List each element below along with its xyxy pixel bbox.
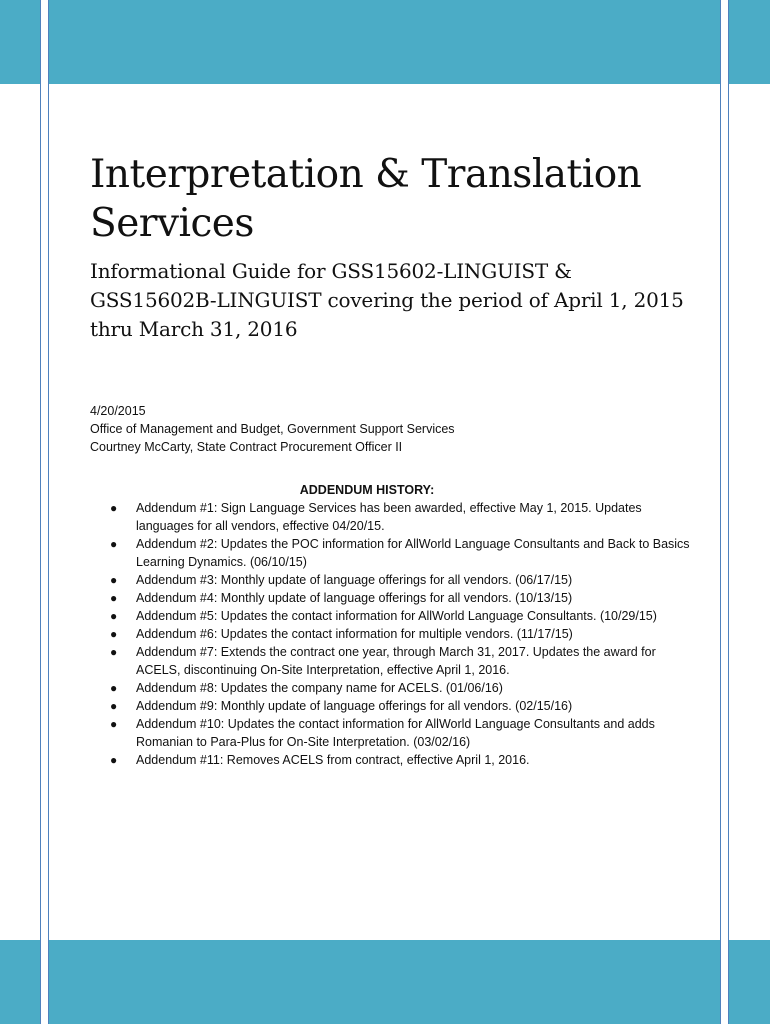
left-inner-rule xyxy=(48,0,49,1024)
list-item xyxy=(90,499,690,535)
list-item xyxy=(90,535,690,571)
list-item xyxy=(90,751,690,769)
list-item xyxy=(90,607,690,625)
list-item xyxy=(90,571,690,589)
left-bottom-color-band xyxy=(0,940,40,1024)
addendum-text: Addendum #7: Extends the contract one year, through March 31, 2017. Updates the award for ACELS, discontinuing On-Site Interpretation, effective April 1, 2016. xyxy=(136,645,656,677)
bullet-icon: ● xyxy=(110,681,118,695)
bullet-icon: ● xyxy=(110,753,118,767)
addendum-text: Addendum #8: Updates the company name for ACELS. (01/06/16) xyxy=(136,681,503,695)
bottom-color-band xyxy=(49,940,720,1024)
document-date: 4/20/2015 xyxy=(90,404,146,418)
addendum-text: Addendum #11: Removes ACELS from contract, effective April 1, 2016. xyxy=(136,753,530,767)
left-top-color-band xyxy=(0,0,40,84)
bullet-icon: ● xyxy=(110,501,118,515)
cover-content xyxy=(90,150,690,769)
right-inner-rule xyxy=(720,0,721,1024)
list-item xyxy=(90,697,690,715)
bullet-icon: ● xyxy=(110,645,118,659)
bullet-icon: ● xyxy=(110,573,118,587)
bullet-icon: ● xyxy=(110,717,118,731)
addendum-text: Addendum #9: Monthly update of language offerings for all vendors. (02/15/16) xyxy=(136,699,573,713)
bullet-icon: ● xyxy=(110,609,118,623)
document-meta xyxy=(90,402,690,456)
addendum-text: Addendum #4: Monthly update of language offerings for all vendors. (10/13/15) xyxy=(136,591,573,605)
right-outer-rule xyxy=(728,0,729,1024)
bullet-icon: ● xyxy=(110,627,118,641)
document-author: Courtney McCarty, State Contract Procurement Officer II xyxy=(90,440,403,454)
bullet-icon: ● xyxy=(110,591,118,605)
addendum-text: Addendum #6: Updates the contact information for multiple vendors. (11/17/15) xyxy=(136,627,573,641)
document-title: Interpretation & Translation Services xyxy=(90,152,642,246)
left-outer-rule xyxy=(40,0,41,1024)
addendum-history-heading: ADDENDUM HISTORY: xyxy=(299,483,435,497)
document-office: Office of Management and Budget, Government Support Services xyxy=(90,422,455,436)
right-top-color-band xyxy=(729,0,770,84)
addendum-text: Addendum #1: Sign Language Services has been awarded, effective May 1, 2015. Updates languages for all vendors, effective 04/20/15. xyxy=(136,501,642,533)
addendum-text: Addendum #2: Updates the POC information for AllWorld Language Consultants and Back to Basics Learning Dynamics. (06/10/15) xyxy=(136,537,690,569)
right-bottom-color-band xyxy=(729,940,770,1024)
list-item xyxy=(90,715,690,751)
list-item xyxy=(90,679,690,697)
bullet-icon: ● xyxy=(110,537,118,551)
bullet-icon: ● xyxy=(110,699,118,713)
top-color-band xyxy=(49,0,720,84)
list-item xyxy=(90,589,690,607)
list-item xyxy=(90,643,690,679)
addendum-text: Addendum #5: Updates the contact information for AllWorld Language Consultants. (10/29/15) xyxy=(136,609,657,623)
list-item xyxy=(90,625,690,643)
addendum-text: Addendum #10: Updates the contact information for AllWorld Language Consultants and adds Romanian to Para-Plus for On-Site Interpretation. (03/02/16) xyxy=(136,717,655,749)
document-subtitle: Informational Guide for GSS15602-LINGUIST & GSS15602B-LINGUIST covering the period of April 1, 2015 thru March 31, 2016 xyxy=(90,259,684,341)
addendum-history-list xyxy=(90,499,690,769)
addendum-text: Addendum #3: Monthly update of language offerings for all vendors. (06/17/15) xyxy=(136,573,573,587)
